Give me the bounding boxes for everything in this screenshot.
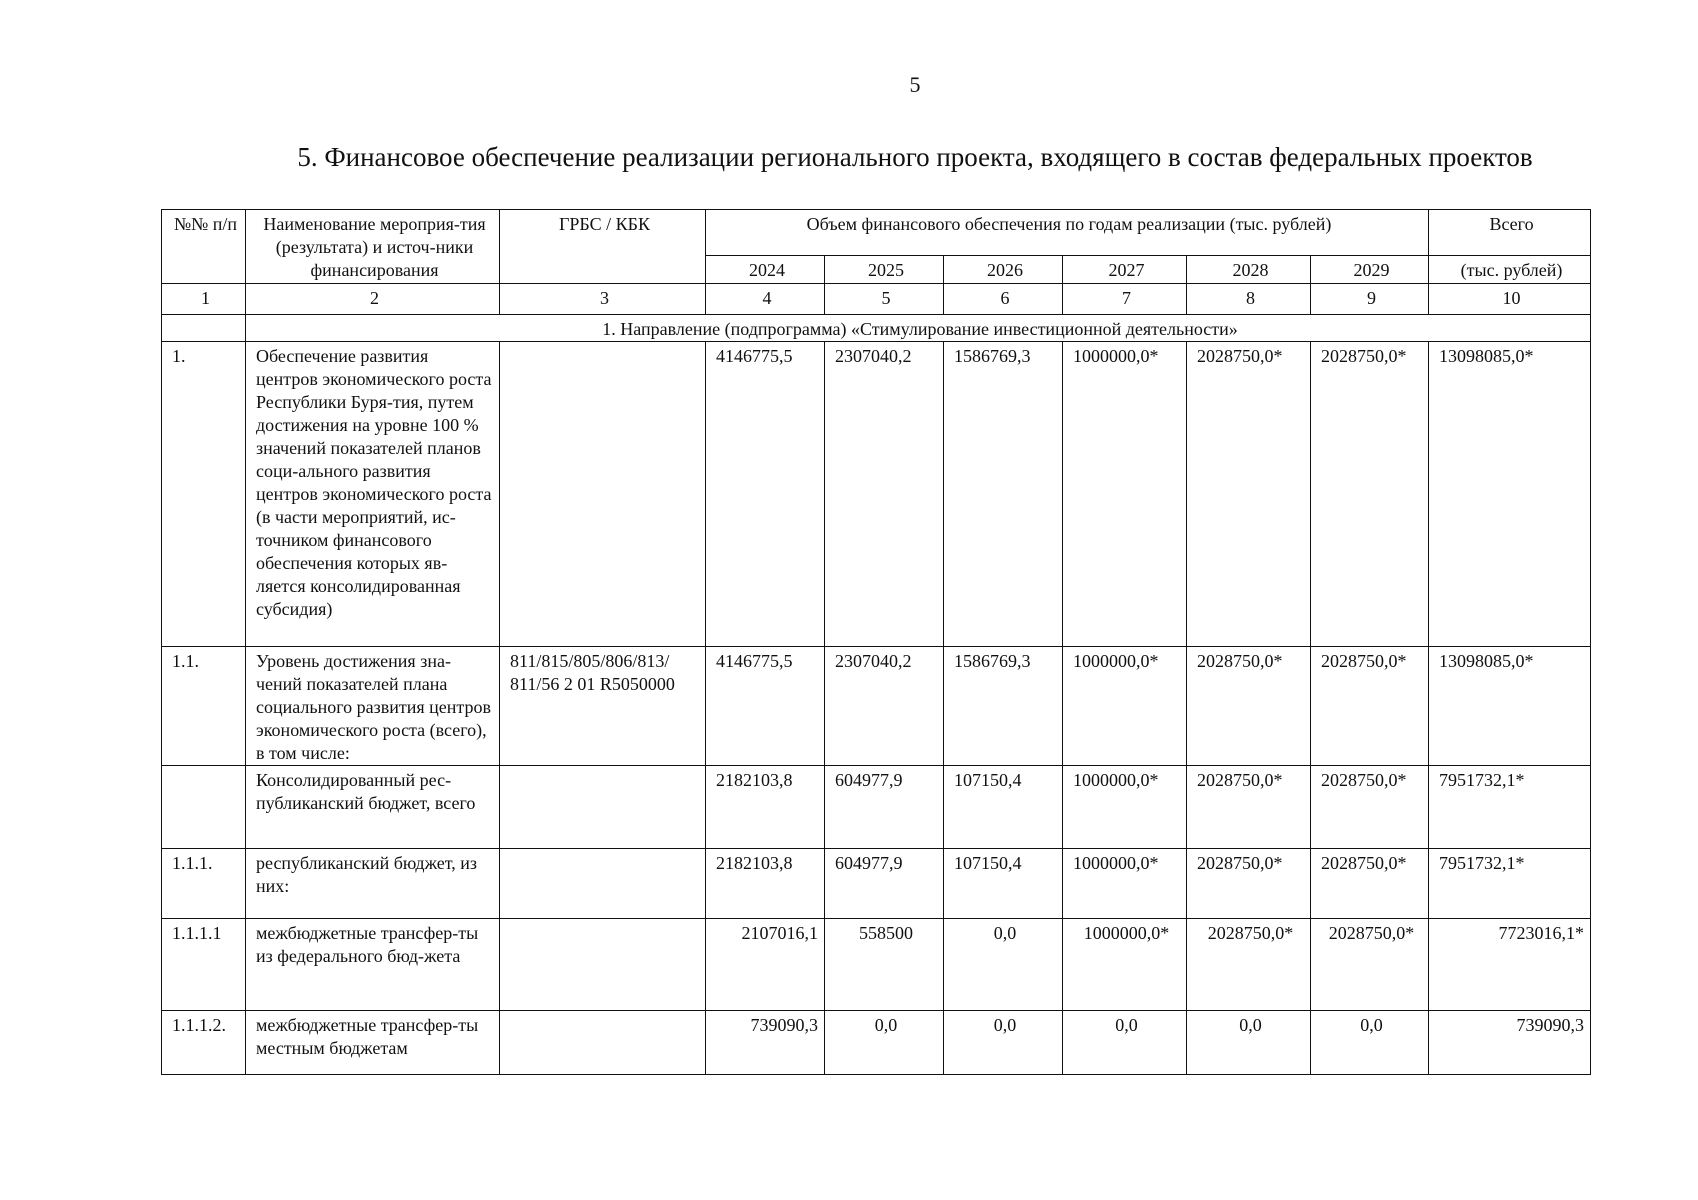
row-value-2024: 2182103,8 — [706, 849, 825, 919]
header-num: №№ п/п — [162, 210, 246, 284]
row-value-2028: 2028750,0* — [1187, 766, 1311, 849]
section-row — [162, 315, 1591, 342]
row-value-2025: 604977,9 — [825, 766, 944, 849]
row-value-2026: 0,0 — [944, 1011, 1063, 1075]
header-name: Наименование мероприя-тия (результата) и источ-ники финансирования — [246, 210, 500, 284]
row-total: 13098085,0* — [1429, 647, 1591, 766]
row-value-2026: 107150,4 — [944, 849, 1063, 919]
row-value-2025: 2307040,2 — [825, 647, 944, 766]
row-value-2029: 0,0 — [1311, 1011, 1429, 1075]
row-value-2026: 1586769,3 — [944, 647, 1063, 766]
row-num: 1.1.1.2. — [162, 1011, 246, 1075]
column-number: 2 — [246, 284, 500, 315]
header-volume: Объем финансового обеспечения по годам реализации (тыс. рублей) — [706, 210, 1429, 256]
row-name: республиканский бюджет, из них: — [246, 849, 500, 919]
row-value-2029: 2028750,0* — [1311, 919, 1429, 1011]
row-value-2027: 1000000,0* — [1063, 647, 1187, 766]
row-value-2025: 2307040,2 — [825, 342, 944, 647]
table-row — [162, 342, 1591, 647]
row-value-2027: 1000000,0* — [1063, 919, 1187, 1011]
row-total: 739090,3 — [1429, 1011, 1591, 1075]
row-value-2024: 4146775,5 — [706, 647, 825, 766]
header-total: Всего — [1429, 210, 1591, 256]
section-title: 1. Направление (подпрограмма) «Стимулирование инвестиционной деятельности» — [246, 315, 1591, 342]
column-number: 8 — [1187, 284, 1311, 315]
row-value-2029: 2028750,0* — [1311, 849, 1429, 919]
row-value-2028: 2028750,0* — [1187, 647, 1311, 766]
row-value-2024: 2182103,8 — [706, 766, 825, 849]
row-kbk — [500, 1011, 706, 1075]
header-year: 2029 — [1311, 256, 1429, 284]
header-year: 2026 — [944, 256, 1063, 284]
row-num: 1.1.1.1 — [162, 919, 246, 1011]
row-name: Обеспечение развития центров экономического роста Республики Буря-тия, путем достижения на уровне 100 % значений показателей планов соци-ального развития центров экономического роста (в части мероприятий, ис-точником финансового обеспечения которых яв-ляется консолидированная субсидия) — [246, 342, 500, 647]
row-value-2028: 2028750,0* — [1187, 919, 1311, 1011]
financing-table — [161, 209, 1591, 1075]
row-value-2027: 0,0 — [1063, 1011, 1187, 1075]
header-year: 2028 — [1187, 256, 1311, 284]
document-title: 5. Финансовое обеспечение реализации регионального проекта, входящего в состав федеральных проектов — [297, 142, 1533, 172]
column-number: 1 — [162, 284, 246, 315]
row-name: межбюджетные трансфер-ты из федерального бюд-жета — [246, 919, 500, 1011]
row-value-2027: 1000000,0* — [1063, 766, 1187, 849]
row-num: 1. — [162, 342, 246, 647]
row-total: 7951732,1* — [1429, 849, 1591, 919]
row-value-2029: 2028750,0* — [1311, 766, 1429, 849]
row-value-2029: 2028750,0* — [1311, 342, 1429, 647]
row-total: 7951732,1* — [1429, 766, 1591, 849]
row-kbk — [500, 342, 706, 647]
column-number: 10 — [1429, 284, 1591, 315]
row-value-2029: 2028750,0* — [1311, 647, 1429, 766]
table-row — [162, 849, 1591, 919]
row-total: 7723016,1* — [1429, 919, 1591, 1011]
row-value-2025: 558500 — [825, 919, 944, 1011]
page-number: 5 — [909, 72, 921, 97]
column-number: 6 — [944, 284, 1063, 315]
row-value-2026: 1586769,3 — [944, 342, 1063, 647]
row-name: Консолидированный рес-публиканский бюджет, всего — [246, 766, 500, 849]
section-num-cell — [162, 315, 246, 342]
table-row — [162, 766, 1591, 849]
row-value-2028: 2028750,0* — [1187, 342, 1311, 647]
row-value-2026: 107150,4 — [944, 766, 1063, 849]
row-name: межбюджетные трансфер-ты местным бюджетам — [246, 1011, 500, 1075]
row-kbk — [500, 766, 706, 849]
column-number: 4 — [706, 284, 825, 315]
row-num: 1.1. — [162, 647, 246, 766]
table-row — [162, 1011, 1591, 1075]
row-value-2025: 0,0 — [825, 1011, 944, 1075]
row-num — [162, 766, 246, 849]
row-kbk — [500, 849, 706, 919]
row-name: Уровень достижения зна-чений показателей плана социального развития центров экономического роста (всего), в том числе: — [246, 647, 500, 766]
row-total: 13098085,0* — [1429, 342, 1591, 647]
row-value-2024: 4146775,5 — [706, 342, 825, 647]
header-year: 2025 — [825, 256, 944, 284]
row-value-2028: 2028750,0* — [1187, 849, 1311, 919]
header-row — [162, 210, 1591, 256]
row-value-2027: 1000000,0* — [1063, 849, 1187, 919]
header-year: 2027 — [1063, 256, 1187, 284]
row-kbk: 811/815/805/806/813/ 811/56 2 01 R5050000 — [500, 647, 706, 766]
row-value-2026: 0,0 — [944, 919, 1063, 1011]
column-number: 7 — [1063, 284, 1187, 315]
column-number: 5 — [825, 284, 944, 315]
column-numbers-row — [162, 284, 1591, 315]
table-row — [162, 919, 1591, 1011]
row-num: 1.1.1. — [162, 849, 246, 919]
row-value-2025: 604977,9 — [825, 849, 944, 919]
row-value-2028: 0,0 — [1187, 1011, 1311, 1075]
column-number: 9 — [1311, 284, 1429, 315]
header-total-unit: (тыс. рублей) — [1429, 256, 1591, 284]
column-number: 3 — [500, 284, 706, 315]
row-value-2024: 2107016,1 — [706, 919, 825, 1011]
header-kbk: ГРБС / КБК — [500, 210, 706, 284]
row-value-2024: 739090,3 — [706, 1011, 825, 1075]
table-row — [162, 647, 1591, 766]
row-kbk — [500, 919, 706, 1011]
header-year: 2024 — [706, 256, 825, 284]
row-value-2027: 1000000,0* — [1063, 342, 1187, 647]
